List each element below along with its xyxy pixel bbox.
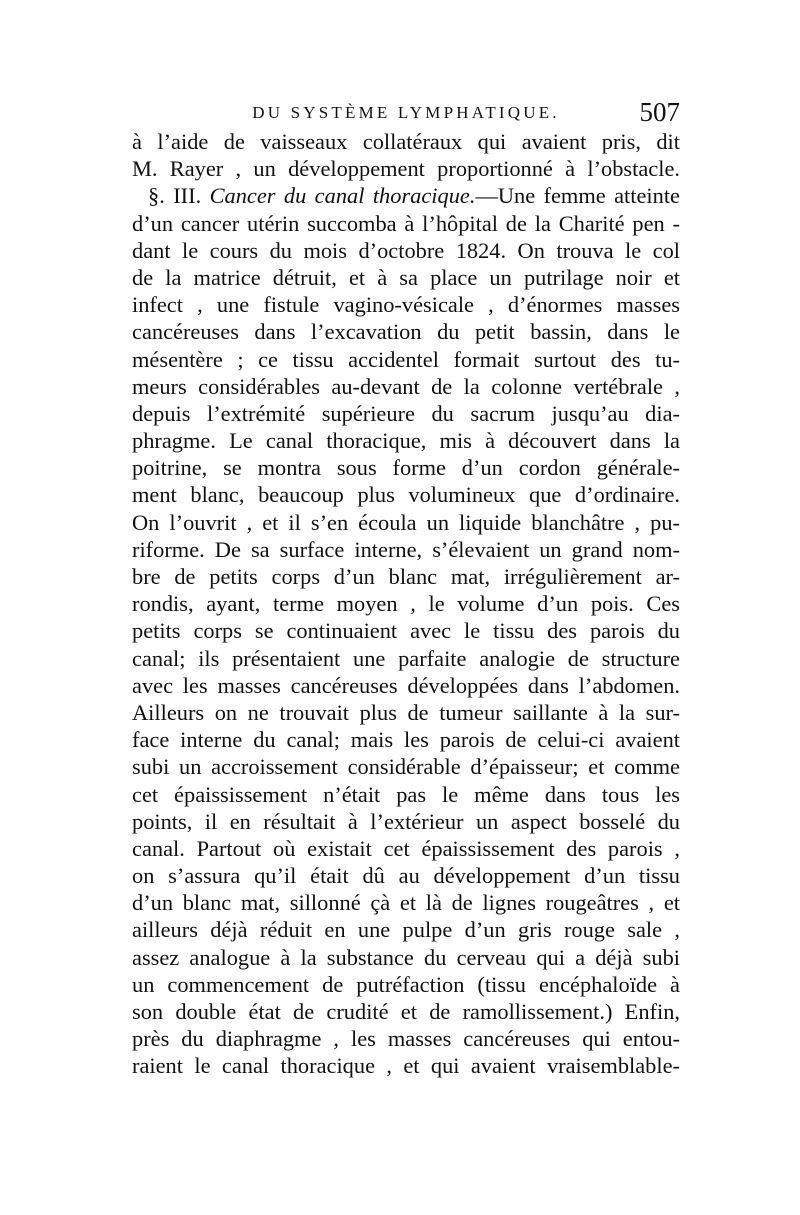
text-line: face interne du canal; mais les parois de celui-ci avaient xyxy=(132,727,680,753)
text-line: dant le cours du mois d’octobre 1824. On trouva le col xyxy=(132,237,680,263)
page-number: 507 xyxy=(639,97,680,127)
section-heading-line xyxy=(132,182,680,209)
text-line: près du diaphragme , les masses cancéreuses qui entou- xyxy=(132,1026,680,1052)
text-line: points, il en résultait à l’extérieur un aspect bosselé du xyxy=(132,808,680,834)
text-line: ment blanc, beaucoup plus volumineux que d’ordinaire. xyxy=(132,482,680,508)
text-line: d’un cancer utérin succomba à l’hôpital de la Charité pen - xyxy=(132,210,680,236)
text-line: avec les masses cancéreuses développées dans l’abdomen. xyxy=(132,672,680,698)
text-line: petits corps se continuaient avec le tissu des parois du xyxy=(132,618,680,644)
text-line: rondis, ayant, terme moyen , le volume d’un pois. Ces xyxy=(132,591,680,617)
text-line: cet épaississement n’était pas le même dans tous les xyxy=(132,781,680,807)
text-line: infect , une fistule vagino-vésicale , d’énormes masses xyxy=(132,292,680,318)
running-head xyxy=(132,97,680,131)
text-line: subi un accroissement considérable d’épaisseur; et comme xyxy=(132,754,680,780)
text-line: poitrine, se montra sous forme d’un cordon générale- xyxy=(132,455,680,481)
text-line: Ailleurs on ne trouvait plus de tumeur saillante à la sur- xyxy=(132,699,680,725)
section-title: Cancer du canal thoracique. xyxy=(209,183,476,209)
text-line: On l’ouvrit , et il s’en écoula un liquide blanchâtre , pu- xyxy=(132,509,680,535)
text-line: de la matrice détruit, et à sa place un putrilage noir et xyxy=(132,264,680,290)
text-line: ailleurs déjà réduit en une pulpe d’un gris rouge sale , xyxy=(132,917,680,943)
text-line: mésentère ; ce tissu accidentel formait surtout des tu- xyxy=(132,346,680,372)
text-line: canal; ils présentaient une parfaite analogie de structure xyxy=(132,645,680,671)
text-line: phragme. Le canal thoracique, mis à découvert dans la xyxy=(132,428,680,454)
text-line: cancéreuses dans l’excavation du petit bassin, dans le xyxy=(132,319,680,345)
section-label: §. III. xyxy=(148,183,202,209)
text-line: meurs considérables au-devant de la colonne vertébrale , xyxy=(132,373,680,399)
text-line: riforme. De sa surface interne, s’élevaient un grand nom- xyxy=(132,536,680,562)
text-line: canal. Partout où existait cet épaississement des parois , xyxy=(132,835,680,861)
body-text xyxy=(132,128,680,1080)
text-line: on s’assura qu’il était dû au développement d’un tissu xyxy=(132,863,680,889)
text-line: assez analogue à la substance du cerveau qui a déjà subi xyxy=(132,944,680,970)
text-line: depuis l’extrémité supérieure du sacrum jusqu’au dia- xyxy=(132,400,680,426)
text-line: —Une femme atteinte xyxy=(475,183,680,209)
running-title: DU SYSTÈME LYMPHATIQUE. xyxy=(252,103,560,122)
text-line: M. Rayer , un développement proportionné à l’obstacle. xyxy=(132,156,680,182)
text-line: bre de petits corps d’un blanc mat, irrégulièrement ar- xyxy=(132,564,680,589)
text-line: son double état de crudité et de ramollissement.) Enfin, xyxy=(132,999,680,1024)
text-line: un commencement de putréfaction (tissu encéphaloïde à xyxy=(132,971,680,997)
text-line: d’un blanc mat, sillonné çà et là de lignes rougeâtres , et xyxy=(132,890,680,916)
text-line: raient le canal thoracique , et qui avaient vraisemblable- xyxy=(132,1053,680,1079)
text-line: à l’aide de vaisseaux collatéraux qui avaient pris, dit xyxy=(132,129,680,154)
